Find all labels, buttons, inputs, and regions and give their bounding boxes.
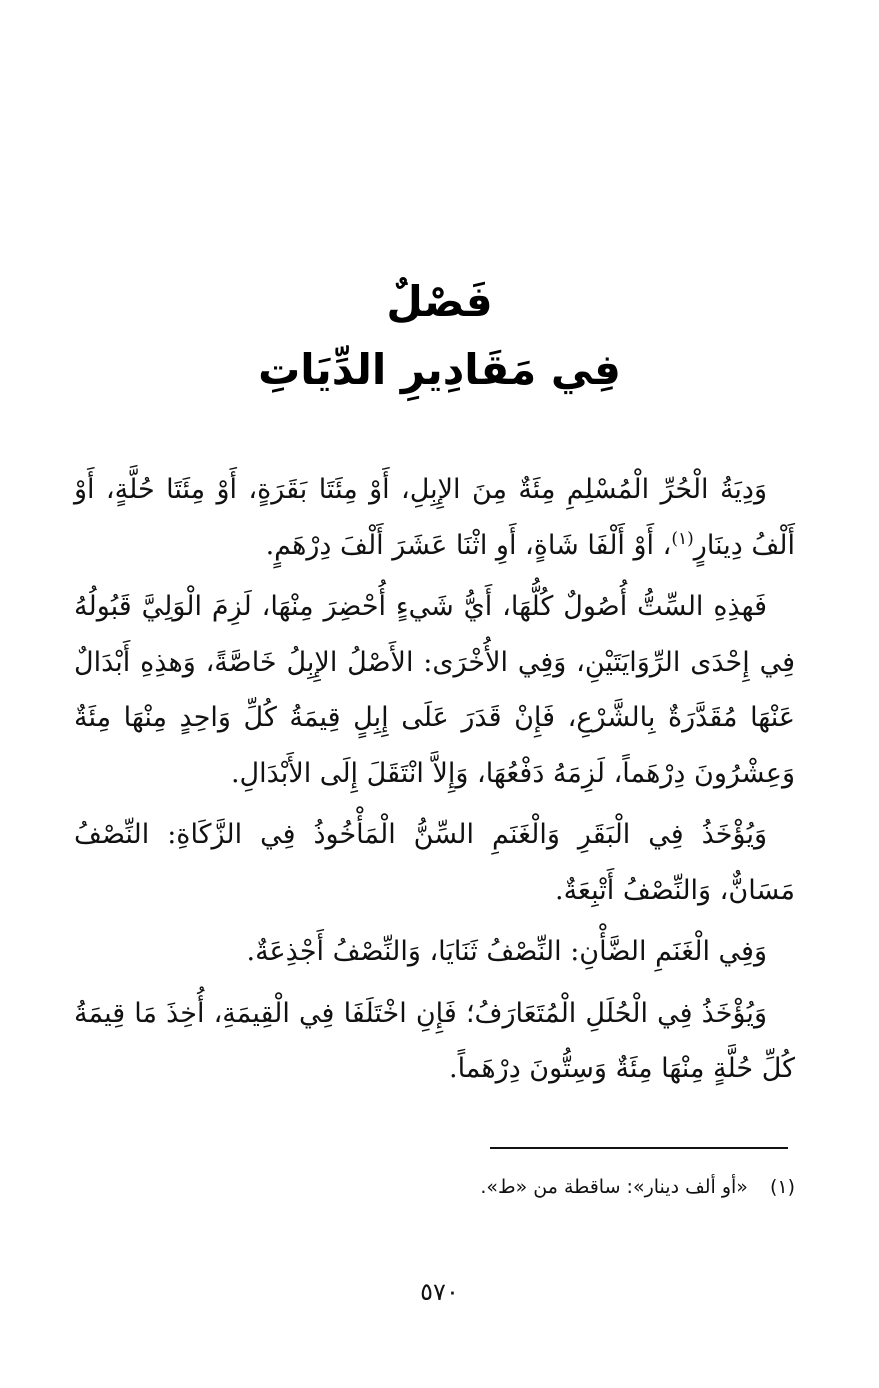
section-label: فَصْلٌ bbox=[386, 277, 493, 326]
section-title: فِي مَقَادِيرِ الدِّيَاتِ bbox=[258, 345, 621, 394]
footnote-divider bbox=[490, 1147, 788, 1149]
footnote-text: «أو ألف دينار»: ساقطة من «ط». bbox=[480, 1176, 748, 1198]
paragraph-2: فَهذِهِ السِّتُّ أُصُولٌ كُلُّهَا، أَيُّ شَيءٍ أُحْضِرَ مِنْهَا، لَزِمَ الْوَلِيَّ قَبُولُهُ فِي إِحْدَى الرِّوَايَتَيْنِ، وَفِي الأُخْرَى: الأَصْلُ الإِبِلُ خَاصَّةً، وَهذِهِ أَبْدَالٌ عَنْهَا مُقَدَّرَةٌ بِالشَّرْعِ، فَإِنْ قَدَرَ عَلَى إِبِلٍ قِيمَةُ كُلِّ وَاحِدٍ مِنْهَا مِئَةٌ وَعِشْرُونَ دِرْهَماً، لَزِمَهُ دَفْعُهَا، وَإِلاَّ انْتَقَلَ إِلَى الأَبْدَالِ. bbox=[74, 591, 795, 789]
paragraph-1-text: وَدِيَةُ الْحُرِّ الْمُسْلِمِ مِئَةٌ مِنَ الإِبِلِ، أَوْ مِئَتَا بَقَرَةٍ، أَوْ مِئَتَا حُلَّةٍ، أَوْ أَلْفُ دِينَارٍ bbox=[74, 474, 795, 561]
paragraph-4: وَفِي الْغَنَمِ الضَّأْنِ: النِّصْفُ ثَنَايَا، وَالنِّصْفُ أَجْذِعَةٌ. bbox=[246, 936, 767, 967]
paragraph-5: وَيُؤْخَذُ فِي الْحُلَلِ الْمُتَعَارَفُ؛ فَإِنِ اخْتَلَفَا فِي الْقِيمَةِ، أُخِذَ مَا قِيمَةُ كُلِّ حُلَّةٍ مِنْهَا مِئَةٌ وَسِتُّونَ دِرْهَماً. bbox=[74, 997, 795, 1084]
footnote-number: (١) bbox=[769, 1176, 795, 1198]
paragraph-3: وَيُؤْخَذُ فِي الْبَقَرِ وَالْغَنَمِ السِّنُّ الْمَأْخُوذُ فِي الزَّكَاةِ: النِّصْفُ مَسَانٌّ، وَالنِّصْفُ أَتْبِعَةٌ. bbox=[74, 819, 795, 906]
footnote bbox=[74, 1172, 795, 1202]
paragraph-1 bbox=[74, 462, 795, 573]
page-number: ٥٧٠ bbox=[420, 1278, 459, 1306]
paragraph-1-continuation: ، أَوْ أَلْفَا شَاةٍ، أَوِ اثْنَا عَشَرَ أَلْفَ دِرْهَمٍ. bbox=[265, 529, 672, 561]
footnote-reference: (١) bbox=[671, 528, 694, 549]
main-text bbox=[74, 462, 795, 1103]
